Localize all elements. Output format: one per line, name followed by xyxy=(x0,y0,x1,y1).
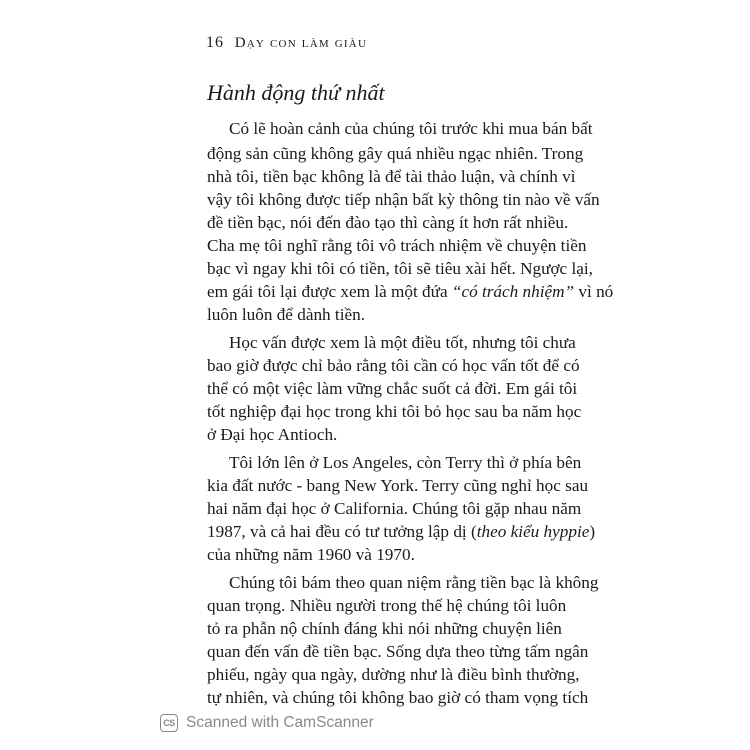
text-line: kia đất nước - bang New York. Terry cũng nghỉ học sau xyxy=(207,476,589,495)
text-line: em gái tôi lại được xem là một đứa “có trách nhiệm” vì nó xyxy=(207,282,614,301)
text-line: đề tiền bạc, nói đến đào tạo thì càng ít hơn rất nhiều. xyxy=(207,213,569,232)
text-line: của những năm 1960 và 1970. xyxy=(207,545,415,564)
text-line: quan trọng. Nhiều người trong thế hệ chúng tôi luôn xyxy=(207,596,567,615)
section-heading: Hành động thứ nhất xyxy=(207,80,385,105)
text-line: ở Đại học Antioch. xyxy=(207,425,338,444)
text-line: tốt nghiệp đại học trong khi tôi bỏ học sau ba năm học xyxy=(207,402,582,421)
text-line: phiếu, ngày qua ngày, dường như là điều bình thường, xyxy=(207,665,580,684)
text-line: nhà tôi, tiền bạc không là để tài thảo luận, và chính vì xyxy=(207,167,576,186)
text-line: hai năm đại học ở California. Chúng tôi gặp nhau năm xyxy=(207,499,582,518)
text-line: Học vấn được xem là một điều tốt, nhưng tôi chưa xyxy=(229,333,576,352)
text-line: tỏ ra phẫn nộ chính đáng khi nói những chuyện liên xyxy=(207,619,562,638)
italic-phrase: theo kiểu hyppie xyxy=(476,522,590,541)
text-line: Có lẽ hoàn cảnh của chúng tôi trước khi mua bán bất xyxy=(229,119,593,138)
camscanner-logo-icon: CS xyxy=(160,714,178,732)
text-line: động sản cũng không gây quá nhiều ngạc nhiên. Trong xyxy=(207,144,584,163)
text-line: 1987, và cả hai đều có tư tưởng lập dị (theo kiểu hyppie) xyxy=(207,522,596,541)
text-line: Tôi lớn lên ở Los Angeles, còn Terry thì ở phía bên xyxy=(229,453,582,472)
camscanner-watermark xyxy=(160,711,374,735)
scanner-text: Scanned with CamScanner xyxy=(186,714,374,731)
text-line: tự nhiên, và chúng tôi không bao giờ có tham vọng tích xyxy=(207,688,589,707)
text-line: thể có một việc làm vững chắc suốt cả đời. Em gái tôi xyxy=(207,379,578,398)
text-line: Cha mẹ tôi nghĩ rằng tôi vô trách nhiệm về chuyện tiền xyxy=(207,236,587,255)
text-line: luôn luôn để dành tiền. xyxy=(207,305,366,324)
text-line: vậy tôi không được tiếp nhận bất kỳ thông tin nào về vấn xyxy=(207,190,600,209)
italic-phrase: “có trách nhiệm” xyxy=(451,282,575,301)
text-line: quan đến vấn đề tiền bạc. Sống dựa theo từng tấm ngân xyxy=(207,642,589,661)
running-header xyxy=(206,34,367,52)
text-line: Chúng tôi bám theo quan niệm rằng tiền bạc là không xyxy=(229,573,599,592)
text-line: bạc vì ngay khi tôi có tiền, tôi sẽ tiêu xài hết. Ngược lại, xyxy=(207,259,593,278)
book-title: Dạy con làm giàu xyxy=(234,35,368,51)
text-line: bao giờ được chỉ bảo rằng tôi cần có học vấn tốt để có xyxy=(207,356,580,375)
page-number: 16 xyxy=(206,34,224,51)
